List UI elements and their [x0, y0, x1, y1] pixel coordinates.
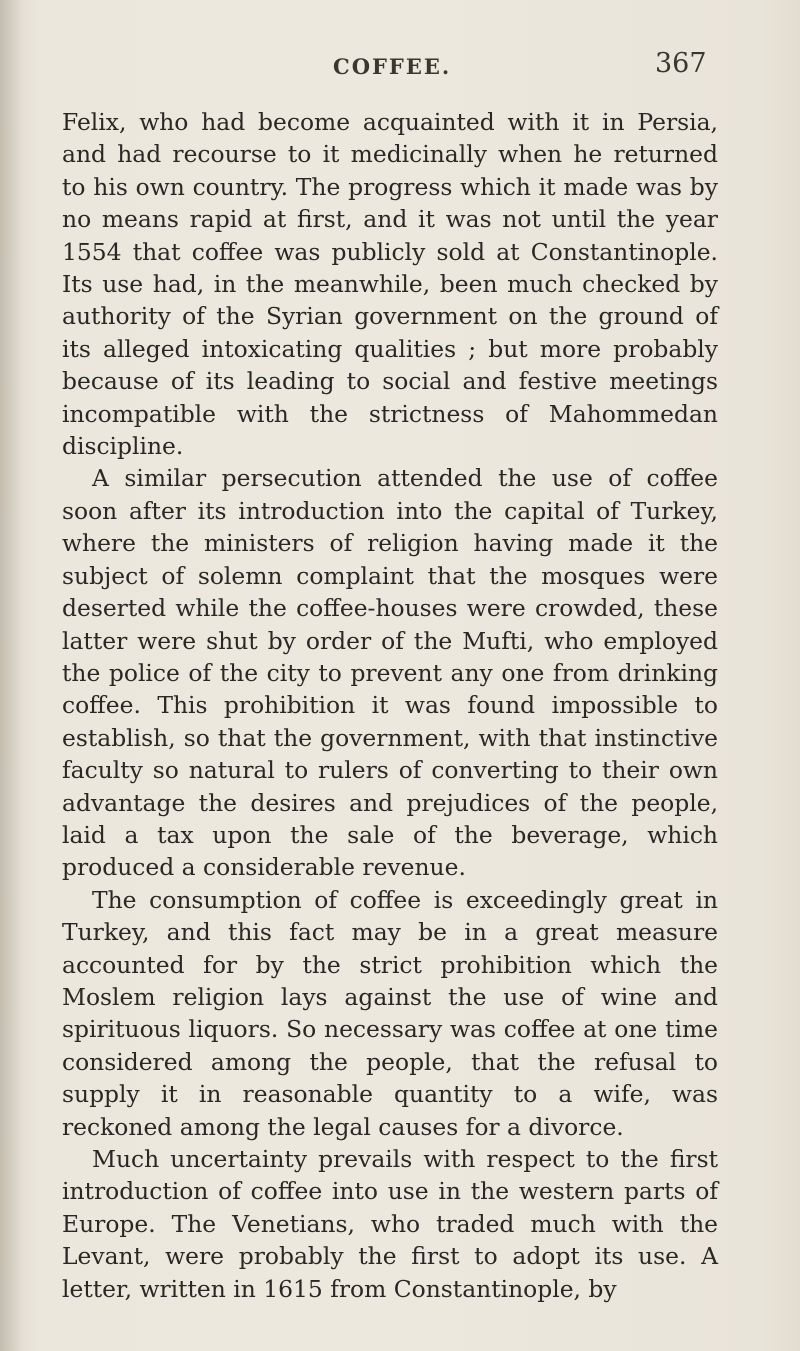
body-text	[62, 106, 718, 1305]
page-number: 367	[655, 48, 707, 79]
page-gutter-shadow	[0, 0, 22, 1351]
paragraph-1: Felix, who had become acquainted with it in Persia, and had recourse to it medicinally when he returned to his own country. The progress which it made was by no means rapid at first, and it was not until the year 1554 that coffee was publicly sold at Constantinople. Its use had, in the meanwhile, been much checked by authority of the Syrian government on the ground of its alleged intoxicating qualities ; but more probably because of its leading to social and festive meetings incompatible with the strictness of Mahommedan discipline.	[62, 108, 718, 461]
paragraph-3: The consumption of coffee is exceedingly great in Turkey, and this fact may be in a great measure accounted for by the strict prohibition which the Moslem religion lays against the use of wine and spirituous liquors. So necessary was coffee at one time considered among the people, that the refusal to supply it in reasonable quantity to a wife, was reckoned among the legal causes for a divorce.	[62, 885, 718, 1141]
paragraph-4: Much uncertainty prevails with respect to the first introduction of coffee into use in the western parts of Europe. The Venetians, who traded much with the Levant, were probably the first to adopt its use. A letter, written in 1615 from Constantinople, by	[62, 1145, 718, 1303]
paragraph-2: A similar persecution attended the use of coffee soon after its introduction into the capital of Turkey, where the ministers of religion having made it the subject of solemn complaint that the mosques were deserted while the coffee-houses were crowded, these latter were shut by order of the Mufti, who employed the police of the city to prevent any one from drinking coffee. This prohibition it was found impossible to establish, so that the government, with that instinctive faculty so natural to rulers of converting to their own advantage the desires and prejudices of the people, laid a tax upon the sale of the beverage, which produced a considerable revenue.	[62, 464, 718, 882]
running-head: COFFEE.	[333, 54, 452, 79]
page-header	[0, 48, 800, 84]
